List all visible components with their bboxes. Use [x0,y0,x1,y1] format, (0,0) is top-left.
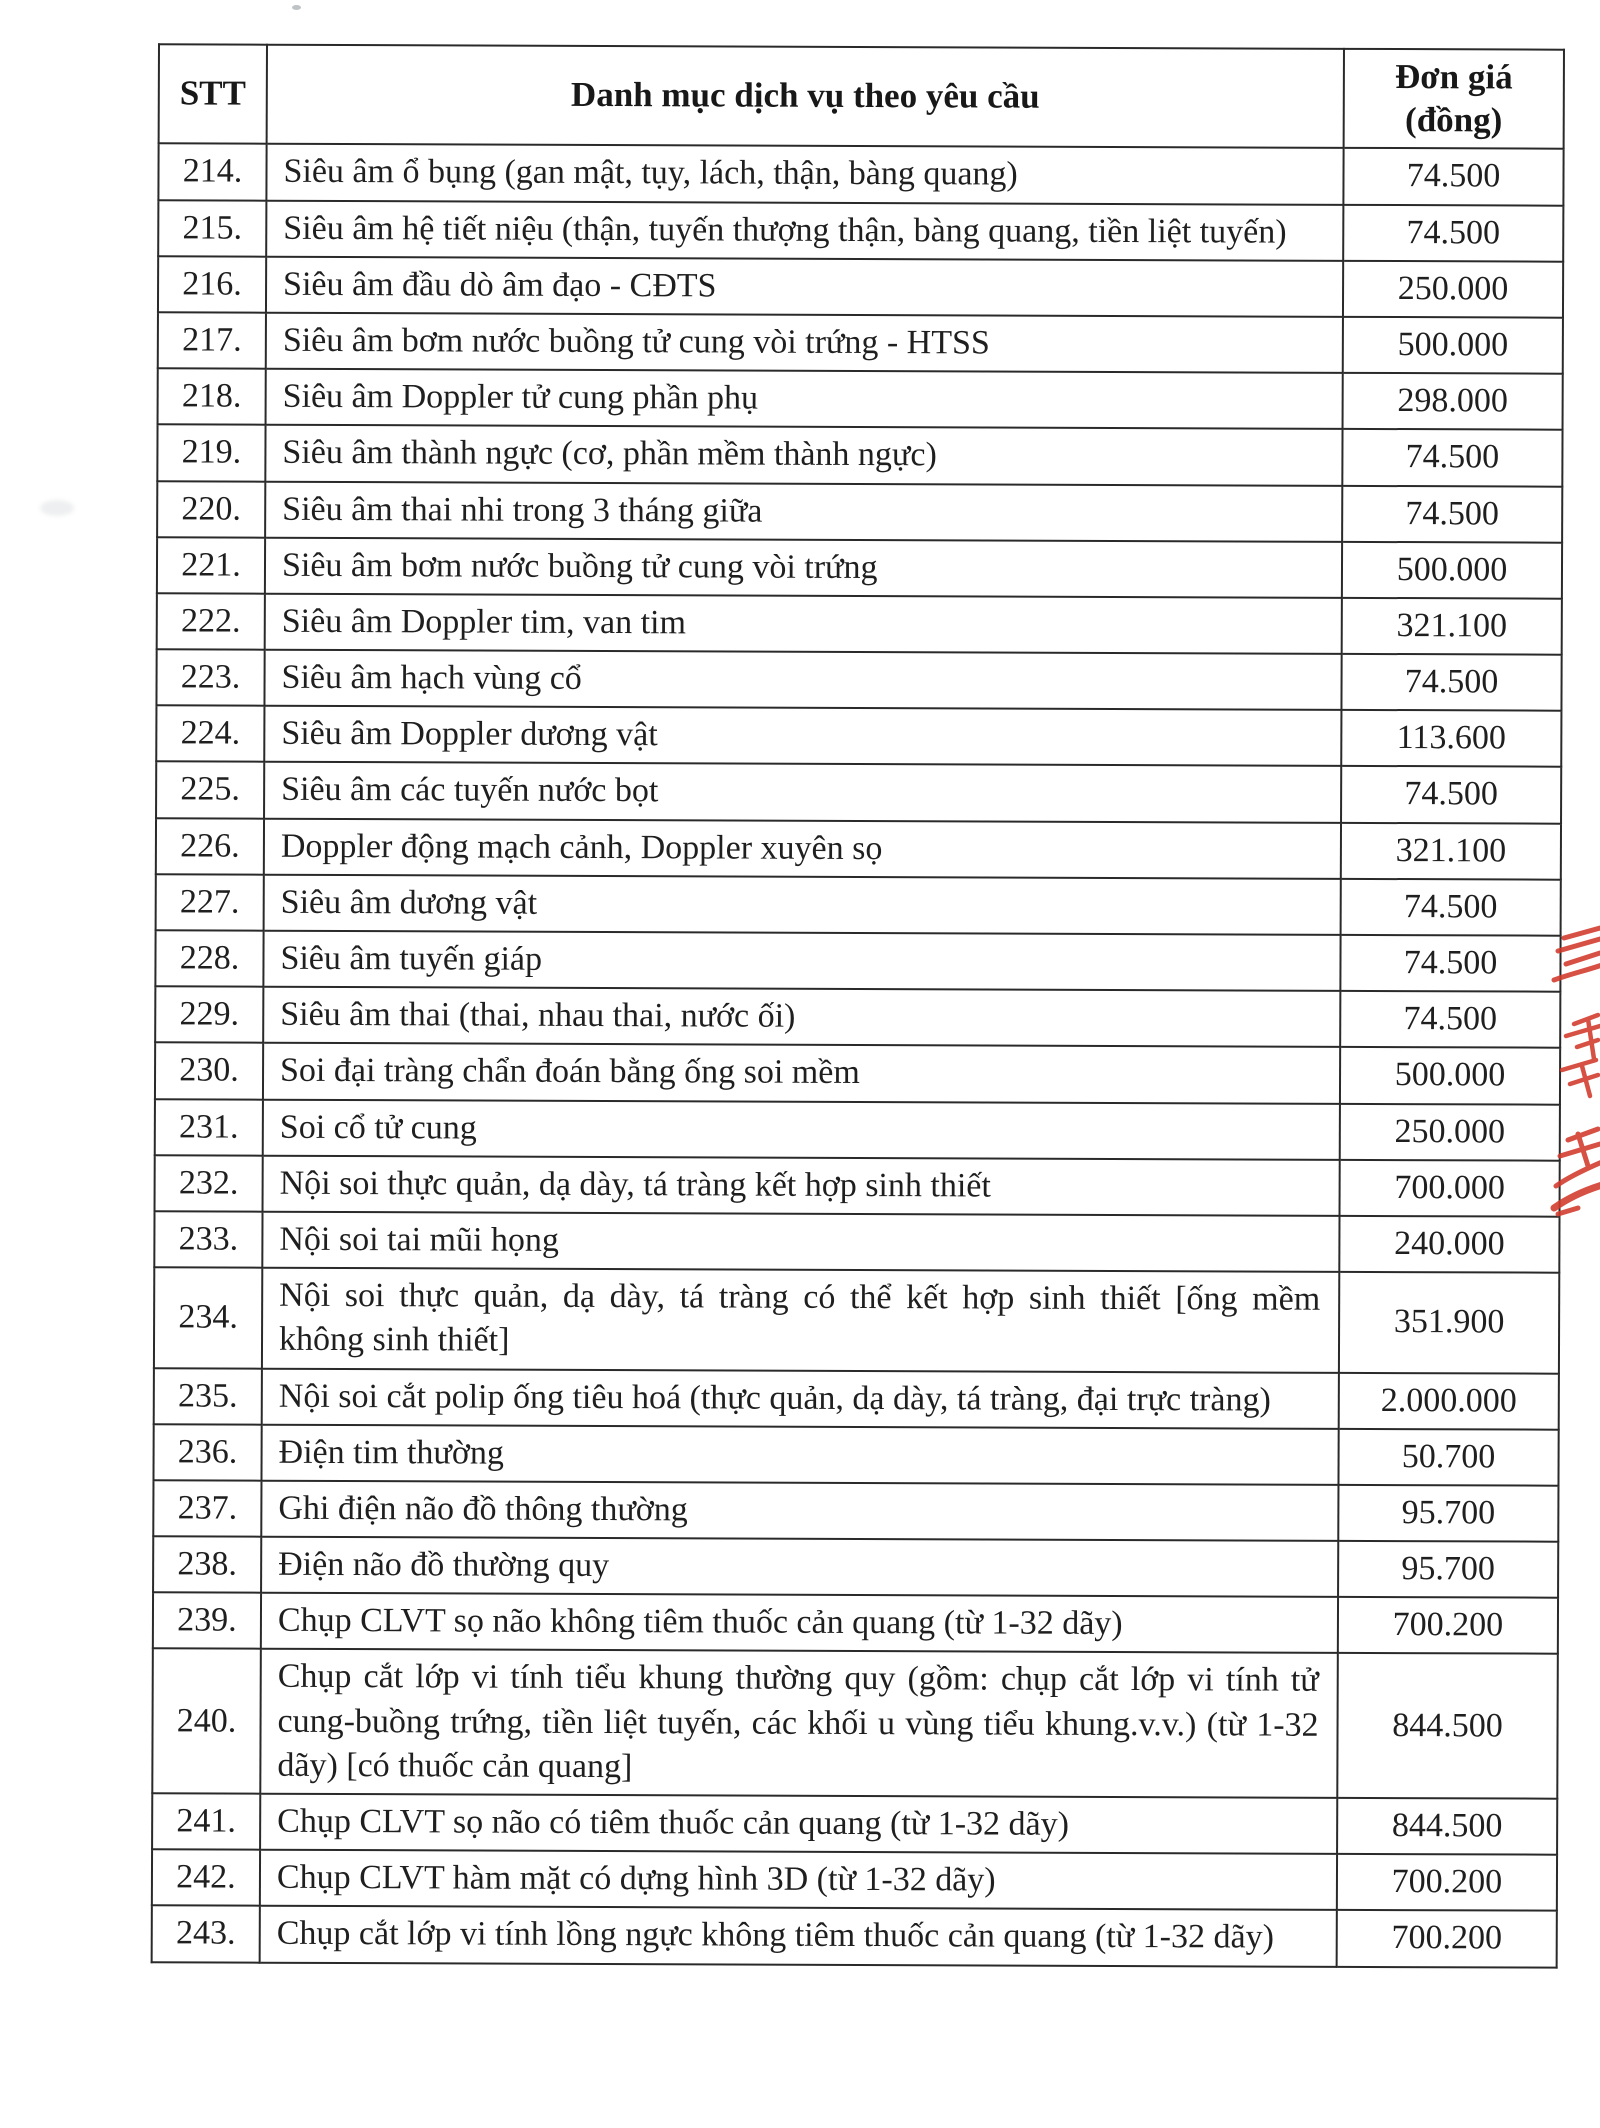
row-number: 242. [152,1849,260,1906]
service-name: Soi cổ tử cung [263,1099,1340,1159]
table-row [154,1267,1559,1373]
service-name: Siêu âm ổ bụng (gan mật, tụy, lách, thận, bàng quang) [266,144,1343,204]
service-name: Siêu âm tuyến giáp [263,931,1340,991]
table-row [157,425,1562,487]
row-number: 228. [155,930,263,987]
unit-price: 321.100 [1341,822,1561,879]
service-name: Siêu âm hệ tiết niệu (thận, tuyến thượng thận, bàng quang, tiền liệt tuyến) [266,200,1343,260]
row-number: 222. [157,593,265,650]
unit-price: 74.500 [1343,204,1563,261]
table-row [155,1155,1560,1217]
row-number: 216. [158,256,266,313]
table-row [158,200,1563,262]
service-name: Soi đại tràng chẩn đoán bằng ống soi mềm [263,1043,1340,1103]
row-number: 234. [154,1267,262,1368]
row-number: 232. [155,1155,263,1212]
table-row [156,706,1561,768]
row-number: 214. [158,144,266,201]
table-row [158,312,1563,374]
header-service: Danh mục dịch vụ theo yêu cầu [267,45,1344,149]
unit-price: 74.500 [1343,148,1563,205]
table-row [158,144,1563,206]
table-row [154,1368,1559,1430]
table-row [152,1906,1557,1968]
unit-price: 700.200 [1337,1854,1557,1911]
red-stamp-fragment [1550,924,1600,1224]
unit-price: 74.500 [1341,766,1561,823]
row-number: 215. [158,200,266,257]
unit-price: 74.500 [1342,429,1562,486]
unit-price: 2.000.000 [1339,1372,1559,1429]
table-row [156,762,1561,824]
unit-price: 74.500 [1341,879,1561,936]
service-name: Ghi điện não đồ thông thường [261,1481,1338,1541]
row-number: 240. [152,1649,261,1794]
service-name: Chụp cắt lớp vi tính lồng ngực không tiêm thuốc cản quang (từ 1-32 dãy) [260,1906,1337,1966]
table-row [155,930,1560,992]
unit-price: 74.500 [1340,935,1560,992]
table-header-row [159,44,1564,149]
unit-price: 700.000 [1340,1160,1560,1217]
table-row [156,649,1561,711]
service-name: Chụp CLVT sọ não có tiêm thuốc cản quang (từ 1-32 dãy) [260,1794,1337,1854]
service-name: Nội soi tai mũi họng [262,1212,1339,1272]
row-number: 235. [154,1368,262,1425]
header-price: Đơn giá (đồng) [1344,49,1564,149]
service-name: Chụp CLVT hàm mặt có dựng hình 3D (từ 1-32 dãy) [260,1850,1337,1910]
row-number: 224. [156,706,264,763]
unit-price: 700.200 [1338,1597,1558,1654]
table-row [153,1480,1558,1542]
unit-price: 844.500 [1337,1798,1557,1855]
unit-price: 250.000 [1343,261,1563,318]
row-number: 238. [153,1536,261,1593]
unit-price: 321.100 [1342,598,1562,655]
row-number: 241. [152,1793,260,1850]
unit-price: 74.500 [1341,654,1561,711]
table-row [153,1536,1558,1598]
unit-price: 351.900 [1339,1272,1559,1373]
service-name: Điện tim thường [261,1424,1338,1484]
row-number: 223. [156,649,264,706]
table-row [152,1649,1558,1799]
unit-price: 700.200 [1337,1910,1557,1967]
service-name: Nội soi thực quản, dạ dày, tá tràng có thể kết hợp sinh thiết [ống mềm không sinh thiết] [262,1268,1339,1373]
unit-price: 74.500 [1342,485,1562,542]
table-row [152,1793,1557,1855]
row-number: 243. [152,1906,260,1963]
service-price-table [151,43,1565,1968]
service-name: Siêu âm thành ngực (cơ, phần mềm thành ngực) [265,425,1342,485]
row-number: 226. [156,818,264,875]
table-row [158,256,1563,318]
row-number: 221. [157,537,265,594]
row-number: 237. [153,1480,261,1537]
table-row [157,537,1562,599]
scan-speck [292,5,301,10]
scan-smudge [40,500,74,516]
unit-price: 250.000 [1340,1103,1560,1160]
unit-price: 74.500 [1340,991,1560,1048]
unit-price: 95.700 [1338,1485,1558,1542]
unit-price: 844.500 [1337,1653,1558,1798]
table-row [156,874,1561,936]
row-number: 225. [156,762,264,819]
table-row [155,986,1560,1048]
service-name: Siêu âm thai nhi trong 3 tháng giữa [265,481,1342,541]
service-name: Nội soi thực quản, dạ dày, tá tràng kết hợp sinh thiết [263,1155,1340,1215]
table-row [157,593,1562,655]
unit-price: 50.700 [1338,1429,1558,1486]
row-number: 218. [158,368,266,425]
service-name: Điện não đồ thường quy [261,1537,1338,1597]
row-number: 236. [153,1424,261,1481]
service-name: Chụp cắt lớp vi tính tiểu khung thường quy (gồm: chụp cắt lớp vi tính tử cung-buồng trứng, tiền liệt tuyến, các khối u vùng tiểu khung.v.v.) (từ 1-32 dãy) [có thuốc cản quang] [260,1649,1338,1798]
row-number: 229. [155,986,263,1043]
service-name: Siêu âm bơm nước buồng tử cung vòi trứng [265,537,1342,597]
service-name: Siêu âm bơm nước buồng tử cung vòi trứng - HTSS [266,313,1343,373]
service-name: Siêu âm thai (thai, nhau thai, nước ối) [263,987,1340,1047]
service-name: Siêu âm dương vật [264,875,1341,935]
table-row [155,1043,1560,1105]
row-number: 239. [153,1593,261,1650]
row-number: 227. [156,874,264,931]
row-number: 231. [155,1099,263,1156]
table-row [153,1424,1558,1486]
service-name: Siêu âm Doppler dương vật [264,706,1341,766]
row-number: 233. [154,1211,262,1268]
header-stt: STT [159,44,267,144]
unit-price: 500.000 [1343,317,1563,374]
row-number: 230. [155,1043,263,1100]
table-row [152,1849,1557,1911]
service-name: Nội soi cắt polip ống tiêu hoá (thực quản, dạ dày, tá tràng, đại trực tràng) [262,1368,1339,1428]
table-row [154,1211,1559,1273]
table-row [156,818,1561,880]
unit-price: 95.700 [1338,1541,1558,1598]
table-row [157,481,1562,543]
service-name: Doppler động mạch cảnh, Doppler xuyên sọ [264,818,1341,878]
service-name: Chụp CLVT sọ não không tiêm thuốc cản quang (từ 1-32 dãy) [261,1593,1338,1653]
table-row [155,1099,1560,1161]
unit-price: 500.000 [1342,542,1562,599]
table-body [152,144,1564,1968]
table-row [158,368,1563,430]
row-number: 217. [158,312,266,369]
service-name: Siêu âm hạch vùng cổ [264,650,1341,710]
row-number: 219. [157,425,265,482]
service-name: Siêu âm đầu dò âm đạo - CĐTS [266,256,1343,316]
unit-price: 298.000 [1343,373,1563,430]
unit-price: 500.000 [1340,1047,1560,1104]
unit-price: 113.600 [1341,710,1561,767]
unit-price: 240.000 [1339,1216,1559,1273]
row-number: 220. [157,481,265,538]
service-name: Siêu âm các tuyến nước bọt [264,762,1341,822]
service-name: Siêu âm Doppler tim, van tim [265,594,1342,654]
table-row [153,1593,1558,1655]
service-name: Siêu âm Doppler tử cung phần phụ [266,369,1343,429]
